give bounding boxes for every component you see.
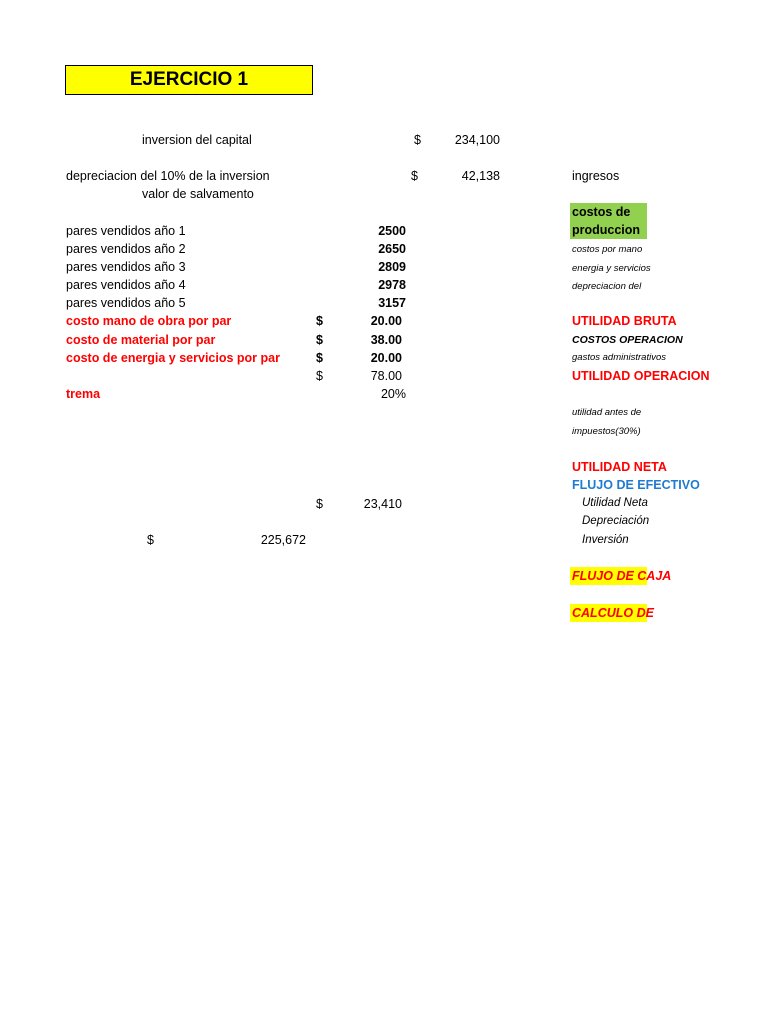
depreciacion-item: Depreciación (582, 515, 650, 527)
ingresos-label: ingresos (572, 169, 620, 183)
costos-mano-label: costos por mano (572, 244, 643, 255)
pairs-sold-label: pares vendidos año 5 (66, 296, 186, 310)
costos-operacion-label: COSTOS OPERACION (572, 334, 683, 346)
utilidad-bruta-label: UTILIDAD BRUTA (572, 314, 677, 328)
costos-produccion-line2: produccion (572, 223, 641, 237)
costos-produccion-header (570, 203, 647, 239)
impuestos-label: impuestos(30%) (572, 426, 641, 437)
gastos-admin-label: gastos administrativos (572, 352, 666, 363)
utilidad-neta-label: UTILIDAD NETA (572, 460, 667, 474)
unit-cost-currency: $ (316, 351, 323, 365)
pairs-sold-value: 2978 (378, 278, 406, 292)
total-unit-cost-value: 78.00 (370, 369, 402, 383)
depreciacion-label: depreciacion del (572, 281, 642, 292)
depreciation-label: depreciacion del 10% de la inversion (66, 169, 270, 183)
utilidad-operacion-label: UTILIDAD OPERACION (572, 369, 710, 383)
unit-cost-label: costo de material por par (66, 333, 216, 347)
inversion-item: Inversión (582, 534, 629, 546)
energia-label: energia y servicios (572, 263, 651, 274)
investment-label: inversion del capital (142, 133, 252, 147)
total-unit-cost-currency: $ (316, 369, 323, 383)
salvage-label: valor de salvamento (142, 187, 254, 201)
sheet-title: EJERCICIO 1 (65, 65, 313, 95)
depreciation-value: 42,138 (461, 169, 500, 183)
pairs-sold-label: pares vendidos año 1 (66, 224, 186, 238)
flujo-efectivo-label: FLUJO DE EFECTIVO (572, 478, 700, 492)
flujo-caja-label: FLUJO DE CAJA (572, 569, 672, 583)
unit-cost-value: 20.00 (370, 351, 402, 365)
unit-cost-currency: $ (316, 333, 323, 347)
unit-cost-label: costo de energia y servicios por par (66, 351, 280, 365)
trema-value: 20% (380, 387, 406, 401)
pairs-sold-label: pares vendidos año 3 (66, 260, 186, 274)
amount-2-value: 225,672 (260, 533, 306, 547)
amount-1-value: 23,410 (363, 497, 402, 511)
investment-currency: $ (414, 133, 421, 147)
unit-cost-value: 38.00 (370, 333, 402, 347)
pairs-sold-value: 3157 (378, 296, 406, 310)
calculo-label: CALCULO DE (572, 606, 654, 620)
pairs-sold-label: pares vendidos año 4 (66, 278, 186, 292)
depreciation-currency: $ (411, 169, 418, 183)
pairs-sold-value: 2809 (378, 260, 406, 274)
pairs-sold-value: 2650 (378, 242, 406, 256)
utilidad-neta-item: Utilidad Neta (582, 497, 648, 509)
pairs-sold-label: pares vendidos año 2 (66, 242, 186, 256)
unit-cost-currency: $ (316, 314, 323, 328)
amount-2-currency: $ (147, 533, 154, 547)
unit-cost-value: 20.00 (370, 314, 402, 328)
amount-1-currency: $ (316, 497, 323, 511)
costos-produccion-line1: costos de (572, 205, 631, 219)
utilidad-antes-label: utilidad antes de (572, 407, 642, 418)
investment-value: 234,100 (454, 133, 500, 147)
trema-label: trema (66, 387, 101, 401)
pairs-sold-value: 2500 (378, 224, 406, 238)
unit-cost-label: costo mano de obra por par (66, 314, 232, 328)
